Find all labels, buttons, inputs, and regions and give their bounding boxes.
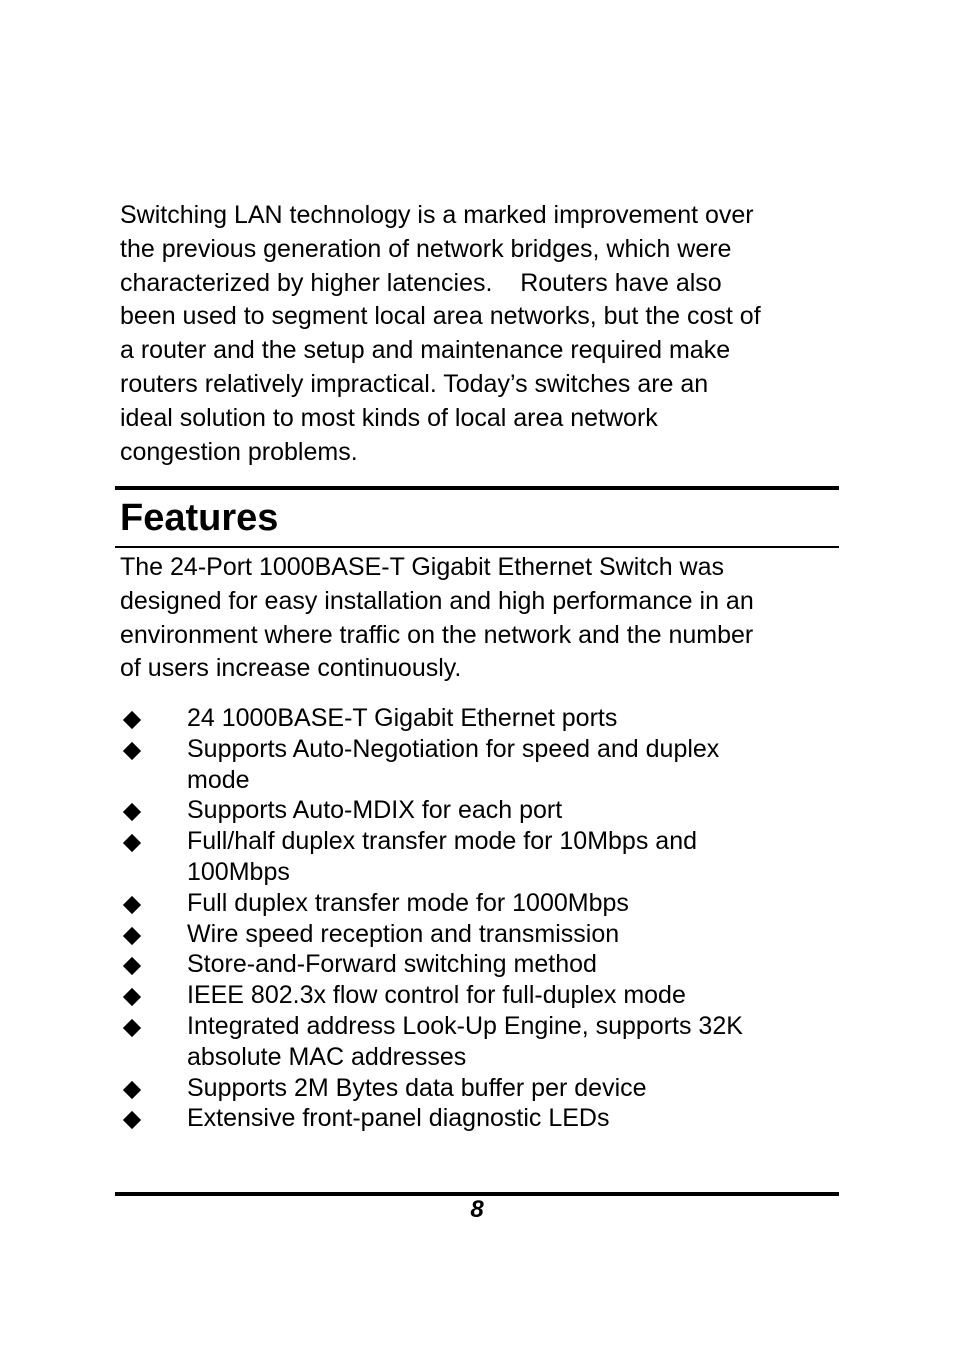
feature-text: Extensive front-panel diagnostic LEDs	[187, 1104, 610, 1133]
features-list	[120, 703, 850, 1134]
black-diamond-icon	[123, 1111, 141, 1129]
feature-text: Full/half duplex transfer mode for 10Mbps and	[187, 827, 697, 856]
intro-line: characterized by higher latencies. Routers have also	[120, 268, 722, 297]
list-item	[120, 795, 850, 826]
feature-text: Supports Auto-Negotiation for speed and duplex	[187, 734, 720, 763]
black-diamond-icon	[123, 711, 141, 729]
black-diamond-icon	[123, 1019, 141, 1037]
black-diamond-icon	[123, 957, 141, 975]
intro-line: ideal solution to most kinds of local area network	[120, 403, 658, 432]
black-diamond-icon	[123, 834, 141, 852]
feature-text: mode	[187, 765, 250, 794]
feature-text: 100Mbps	[187, 857, 290, 886]
list-item	[120, 826, 850, 888]
list-item	[120, 703, 850, 734]
list-item	[120, 1011, 850, 1073]
feature-text: Store-and-Forward switching method	[187, 950, 597, 979]
description-line: of users increase continuously.	[120, 654, 462, 683]
black-diamond-icon	[123, 926, 141, 944]
black-diamond-icon	[123, 988, 141, 1006]
intro-line: congestion problems.	[120, 437, 358, 466]
feature-text: IEEE 802.3x flow control for full-duplex mode	[187, 981, 686, 1010]
list-item	[120, 919, 850, 950]
list-item	[120, 1103, 850, 1134]
list-item	[120, 1073, 850, 1104]
heading-top-rule	[115, 486, 839, 490]
intro-line: been used to segment local area networks, but the cost of	[120, 302, 761, 331]
description-line: designed for easy installation and high performance in an	[120, 586, 754, 615]
feature-text: Wire speed reception and transmission	[187, 919, 620, 948]
feature-text: Full duplex transfer mode for 1000Mbps	[187, 888, 629, 917]
list-item	[120, 888, 850, 919]
description-line: environment where traffic on the network and the number	[120, 620, 754, 649]
black-diamond-icon	[123, 896, 141, 914]
intro-line: the previous generation of network bridges, which were	[120, 234, 732, 263]
page-number: 8	[470, 1196, 484, 1223]
black-diamond-icon	[123, 1080, 141, 1098]
intro-line: routers relatively impractical. Today’s switches are an	[120, 369, 709, 398]
black-diamond-icon	[123, 803, 141, 821]
intro-line: a router and the setup and maintenance required make	[120, 336, 731, 365]
intro-paragraph	[120, 199, 850, 469]
list-item	[120, 734, 850, 796]
heading-bottom-rule	[115, 546, 839, 548]
section-heading: Features	[120, 497, 279, 539]
list-item	[120, 980, 850, 1011]
intro-line: Switching LAN technology is a marked improvement over	[120, 201, 754, 229]
feature-text: Supports Auto-MDIX for each port	[187, 796, 563, 825]
feature-text: Integrated address Look-Up Engine, supports 32K	[187, 1011, 743, 1040]
section-description	[120, 551, 850, 686]
feature-text: Supports 2M Bytes data buffer per device	[187, 1073, 647, 1102]
list-item	[120, 949, 850, 980]
black-diamond-icon	[123, 742, 141, 760]
feature-text: 24 1000BASE-T Gigabit Ethernet ports	[187, 704, 618, 732]
description-line: The 24-Port 1000BASE-T Gigabit Ethernet Switch was	[120, 553, 725, 581]
feature-text: absolute MAC addresses	[187, 1042, 467, 1071]
